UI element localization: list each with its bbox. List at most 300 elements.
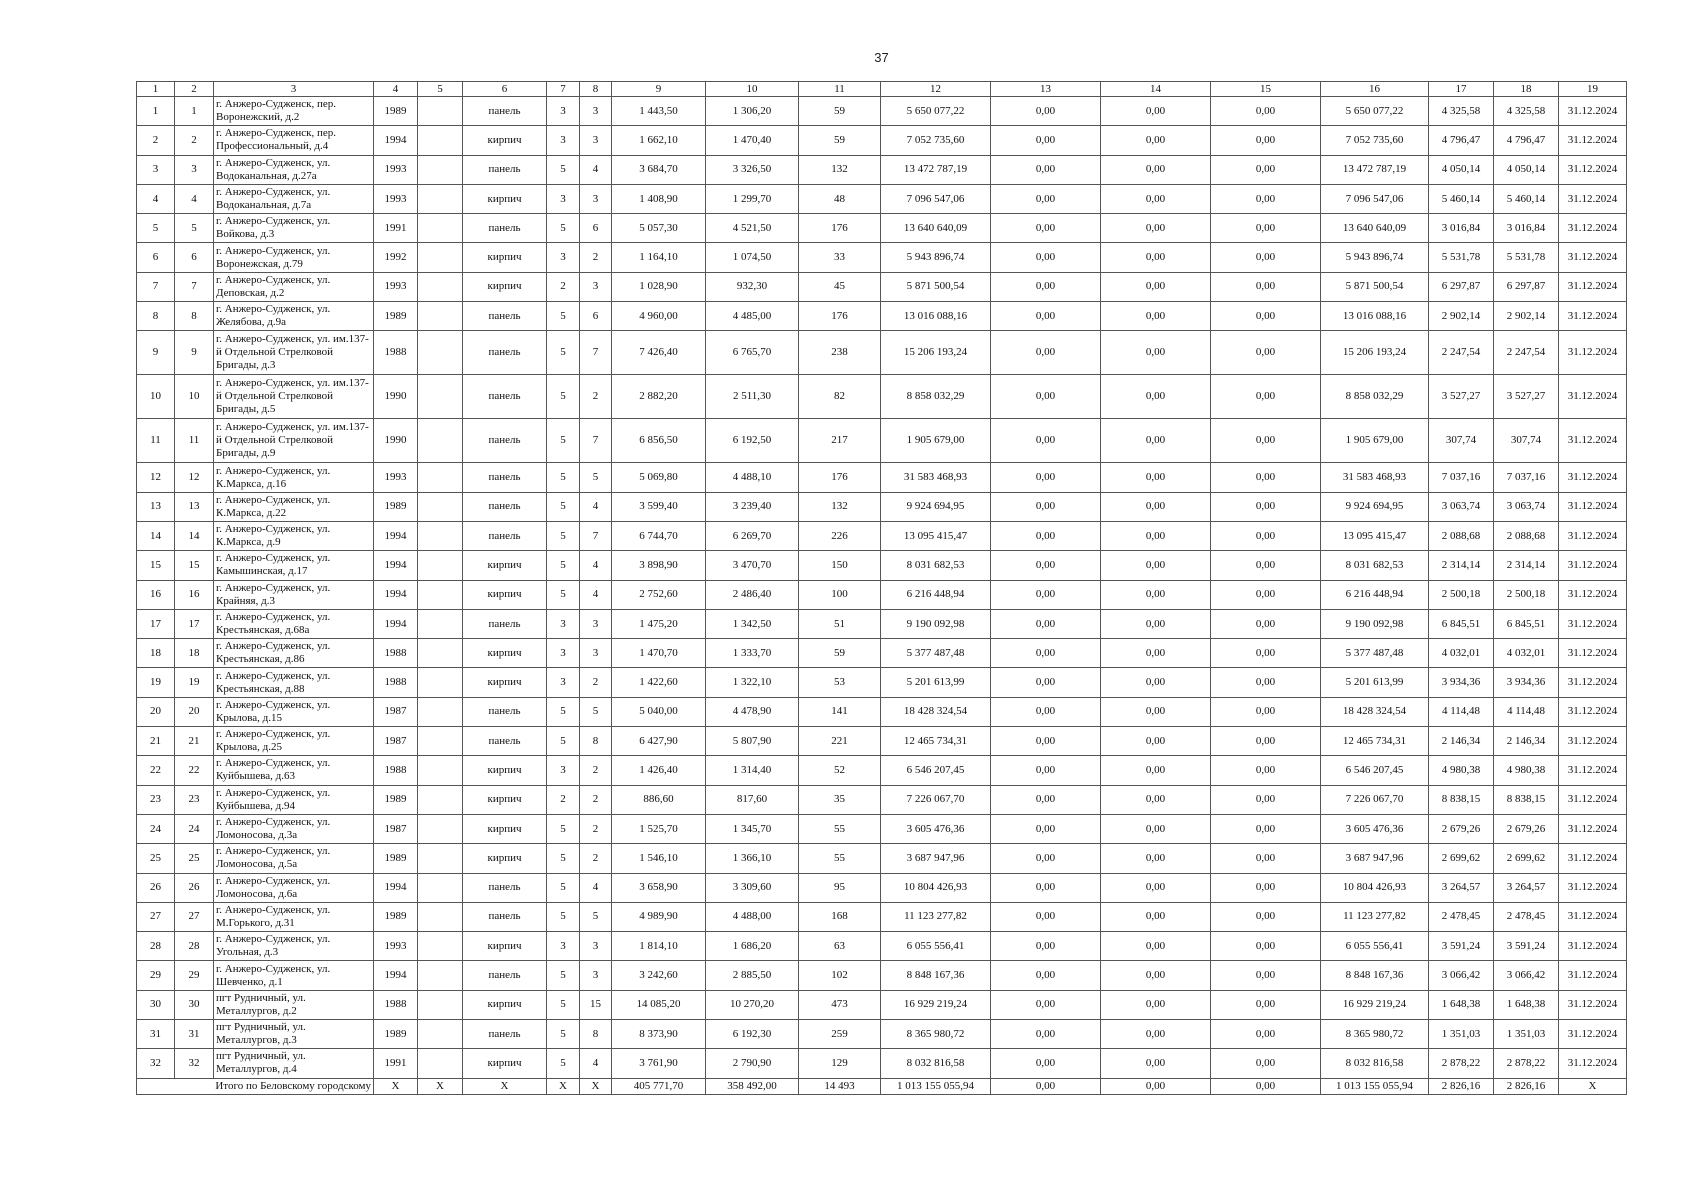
- table-cell: 6 765,70: [706, 331, 799, 375]
- table-cell: 16 929 219,24: [1321, 990, 1429, 1019]
- table-cell: 176: [799, 302, 881, 331]
- column-header: 10: [706, 82, 799, 97]
- table-cell: [418, 639, 463, 668]
- column-header: 18: [1494, 82, 1559, 97]
- table-cell: 6: [175, 243, 214, 272]
- table-cell: 59: [799, 639, 881, 668]
- table-cell: 13 016 088,16: [881, 302, 991, 331]
- table-cell: 8 031 682,53: [881, 551, 991, 580]
- table-cell: 13 472 787,19: [1321, 155, 1429, 184]
- table-cell: 8 031 682,53: [1321, 551, 1429, 580]
- table-cell: [418, 609, 463, 638]
- table-cell: 4: [580, 1049, 612, 1078]
- table-cell: 0,00: [1211, 126, 1321, 155]
- total-cell: 1 013 155 055,94: [1321, 1078, 1429, 1094]
- table-cell: 12: [137, 463, 175, 492]
- table-cell: 0,00: [1211, 697, 1321, 726]
- table-cell: 0,00: [1211, 844, 1321, 873]
- column-header: 17: [1429, 82, 1494, 97]
- table-cell: 5 377 487,48: [881, 639, 991, 668]
- table-cell: 0,00: [1101, 814, 1211, 843]
- table-cell: 0,00: [1101, 961, 1211, 990]
- table-cell: панель: [463, 492, 547, 521]
- table-cell: 19: [175, 668, 214, 697]
- table-cell: 3 591,24: [1494, 932, 1559, 961]
- table-cell: 3 016,84: [1494, 214, 1559, 243]
- table-cell: 6 427,90: [612, 727, 706, 756]
- table-cell: 7 037,16: [1429, 463, 1494, 492]
- table-cell: 5: [547, 727, 580, 756]
- table-cell: 1 686,20: [706, 932, 799, 961]
- table-cell: 1991: [374, 214, 418, 243]
- table-cell: 1 525,70: [612, 814, 706, 843]
- table-cell: 2: [580, 375, 612, 419]
- table-cell: 1: [175, 97, 214, 126]
- table-cell: 5: [547, 961, 580, 990]
- table-cell: 1 475,20: [612, 609, 706, 638]
- table-cell: 7 226 067,70: [1321, 785, 1429, 814]
- table-cell: 5: [547, 902, 580, 931]
- table-cell: 4 796,47: [1494, 126, 1559, 155]
- table-cell: 1 366,10: [706, 844, 799, 873]
- address-cell: г. Анжеро-Судженск, ул. Ломоносова, д.6а: [214, 873, 374, 902]
- total-cell: Х: [374, 1078, 418, 1094]
- table-cell: 0,00: [991, 243, 1101, 272]
- table-cell: 0,00: [991, 551, 1101, 580]
- table-cell: 8 365 980,72: [881, 1020, 991, 1049]
- table-cell: 5 040,00: [612, 697, 706, 726]
- table-row: [137, 184, 1627, 213]
- table-cell: 31.12.2024: [1559, 126, 1627, 155]
- total-cell: 2 826,16: [1494, 1078, 1559, 1094]
- table-cell: 4 325,58: [1494, 97, 1559, 126]
- table-cell: 0,00: [1211, 155, 1321, 184]
- table-cell: 6 192,30: [706, 1020, 799, 1049]
- table-cell: 15 206 193,24: [1321, 331, 1429, 375]
- table-cell: [418, 902, 463, 931]
- table-cell: 129: [799, 1049, 881, 1078]
- address-cell: г. Анжеро-Судженск, ул. Воронежская, д.79: [214, 243, 374, 272]
- table-cell: 0,00: [1101, 551, 1211, 580]
- table-cell: 0,00: [991, 580, 1101, 609]
- table-cell: панель: [463, 155, 547, 184]
- table-row: [137, 668, 1627, 697]
- table-cell: 2: [580, 668, 612, 697]
- table-cell: 18 428 324,54: [1321, 697, 1429, 726]
- table-cell: 2 699,62: [1429, 844, 1494, 873]
- table-cell: 4 032,01: [1494, 639, 1559, 668]
- table-cell: 5 650 077,22: [881, 97, 991, 126]
- table-cell: 31.12.2024: [1559, 609, 1627, 638]
- table-cell: кирпич: [463, 272, 547, 301]
- table-cell: 3 687 947,96: [881, 844, 991, 873]
- address-cell: г. Анжеро-Судженск, ул. Шевченко, д.1: [214, 961, 374, 990]
- table-cell: 31.12.2024: [1559, 814, 1627, 843]
- table-cell: 31.12.2024: [1559, 214, 1627, 243]
- table-cell: 12: [175, 463, 214, 492]
- table-cell: 6 269,70: [706, 521, 799, 550]
- table-cell: [418, 668, 463, 697]
- table-cell: 31.12.2024: [1559, 375, 1627, 419]
- table-row: [137, 580, 1627, 609]
- table-cell: 5 460,14: [1494, 184, 1559, 213]
- table-cell: 1991: [374, 1049, 418, 1078]
- table-cell: 1 164,10: [612, 243, 706, 272]
- table-cell: 29: [175, 961, 214, 990]
- table-cell: 0,00: [1101, 331, 1211, 375]
- table-cell: 6 845,51: [1429, 609, 1494, 638]
- table-cell: 12 465 734,31: [881, 727, 991, 756]
- column-header: 3: [214, 82, 374, 97]
- table-cell: 0,00: [1211, 639, 1321, 668]
- table-cell: 31 583 468,93: [1321, 463, 1429, 492]
- table-cell: 0,00: [1211, 184, 1321, 213]
- table-cell: 1 546,10: [612, 844, 706, 873]
- table-cell: 1988: [374, 756, 418, 785]
- address-cell: г. Анжеро-Судженск, ул. Угольная, д.3: [214, 932, 374, 961]
- table-cell: панель: [463, 97, 547, 126]
- table-cell: [418, 1020, 463, 1049]
- table-cell: 95: [799, 873, 881, 902]
- table-cell: 3: [580, 639, 612, 668]
- table-cell: 1 422,60: [612, 668, 706, 697]
- table-cell: 3 684,70: [612, 155, 706, 184]
- table-cell: 4 521,50: [706, 214, 799, 243]
- table-cell: 3 591,24: [1429, 932, 1494, 961]
- table-cell: 3 934,36: [1429, 668, 1494, 697]
- table-cell: 3 066,42: [1494, 961, 1559, 990]
- table-cell: 3: [580, 609, 612, 638]
- table-cell: 18 428 324,54: [881, 697, 991, 726]
- table-cell: 1989: [374, 97, 418, 126]
- table-cell: 5 650 077,22: [1321, 97, 1429, 126]
- table-cell: 10: [175, 375, 214, 419]
- table-cell: 1 648,38: [1494, 990, 1559, 1019]
- table-cell: 4: [580, 873, 612, 902]
- table-cell: 0,00: [1211, 463, 1321, 492]
- table-cell: панель: [463, 214, 547, 243]
- table-cell: 2 500,18: [1429, 580, 1494, 609]
- table-cell: 8: [175, 302, 214, 331]
- table-cell: 0,00: [1101, 639, 1211, 668]
- column-header: 8: [580, 82, 612, 97]
- table-cell: 3 687 947,96: [1321, 844, 1429, 873]
- column-header: 5: [418, 82, 463, 97]
- table-cell: [418, 697, 463, 726]
- table-cell: 13: [175, 492, 214, 521]
- table-cell: кирпич: [463, 932, 547, 961]
- table-cell: 2 088,68: [1494, 521, 1559, 550]
- table-cell: 2 314,14: [1429, 551, 1494, 580]
- table-cell: 6 055 556,41: [881, 932, 991, 961]
- table-cell: кирпич: [463, 580, 547, 609]
- table-cell: 3: [580, 97, 612, 126]
- table-cell: 4 980,38: [1429, 756, 1494, 785]
- table-cell: 31.12.2024: [1559, 785, 1627, 814]
- table-cell: панель: [463, 375, 547, 419]
- table-cell: 10: [137, 375, 175, 419]
- table-cell: 0,00: [1101, 419, 1211, 463]
- table-cell: 31.12.2024: [1559, 668, 1627, 697]
- table-cell: 1 306,20: [706, 97, 799, 126]
- table-cell: [418, 492, 463, 521]
- table-cell: 0,00: [991, 126, 1101, 155]
- table-cell: 15: [137, 551, 175, 580]
- table-cell: 0,00: [1101, 1049, 1211, 1078]
- address-cell: г. Анжеро-Судженск, ул. Куйбышева, д.94: [214, 785, 374, 814]
- table-cell: 0,00: [1211, 785, 1321, 814]
- table-cell: 3 264,57: [1494, 873, 1559, 902]
- address-cell: г. Анжеро-Судженск, ул. Деповская, д.2: [214, 272, 374, 301]
- table-cell: 0,00: [1211, 521, 1321, 550]
- table-cell: кирпич: [463, 126, 547, 155]
- table-cell: 7: [137, 272, 175, 301]
- table-cell: 0,00: [1211, 97, 1321, 126]
- table-cell: 13 016 088,16: [1321, 302, 1429, 331]
- table-cell: 0,00: [1101, 375, 1211, 419]
- table-cell: 6 546 207,45: [1321, 756, 1429, 785]
- table-cell: 168: [799, 902, 881, 931]
- table-cell: 0,00: [1101, 932, 1211, 961]
- table-cell: 6 845,51: [1494, 609, 1559, 638]
- table-cell: 0,00: [991, 727, 1101, 756]
- table-cell: 10 804 426,93: [881, 873, 991, 902]
- table-row: [137, 1020, 1627, 1049]
- table-cell: 31.12.2024: [1559, 727, 1627, 756]
- table-cell: 1989: [374, 902, 418, 931]
- address-cell: г. Анжеро-Судженск, ул. Водоканальная, д.7а: [214, 184, 374, 213]
- table-cell: 9 924 694,95: [1321, 492, 1429, 521]
- table-cell: 1 443,50: [612, 97, 706, 126]
- table-row: [137, 551, 1627, 580]
- table-cell: 1 470,70: [612, 639, 706, 668]
- table-cell: 0,00: [991, 1020, 1101, 1049]
- table-cell: 82: [799, 375, 881, 419]
- table-cell: 31.12.2024: [1559, 902, 1627, 931]
- table-cell: 4 960,00: [612, 302, 706, 331]
- table-cell: 4 325,58: [1429, 97, 1494, 126]
- table-cell: панель: [463, 902, 547, 931]
- table-cell: 0,00: [1101, 126, 1211, 155]
- table-cell: 17: [175, 609, 214, 638]
- table-cell: 31.12.2024: [1559, 844, 1627, 873]
- table-cell: 31.12.2024: [1559, 873, 1627, 902]
- table-cell: 5: [547, 580, 580, 609]
- table-cell: 2 146,34: [1494, 727, 1559, 756]
- table-cell: 2 511,30: [706, 375, 799, 419]
- table-cell: 8 848 167,36: [881, 961, 991, 990]
- table-row: [137, 272, 1627, 301]
- table-cell: 1989: [374, 1020, 418, 1049]
- table-cell: 7 052 735,60: [881, 126, 991, 155]
- table-cell: 0,00: [1211, 1020, 1321, 1049]
- column-header: 11: [799, 82, 881, 97]
- address-cell: г. Анжеро-Судженск, ул. Крылова, д.15: [214, 697, 374, 726]
- table-cell: 1 314,40: [706, 756, 799, 785]
- table-cell: 11: [175, 419, 214, 463]
- table-cell: 1994: [374, 551, 418, 580]
- table-cell: 0,00: [1101, 990, 1211, 1019]
- table-cell: 3 242,60: [612, 961, 706, 990]
- table-row: [137, 785, 1627, 814]
- table-cell: 7: [580, 521, 612, 550]
- table-cell: 217: [799, 419, 881, 463]
- column-header: 9: [612, 82, 706, 97]
- table-cell: 2 486,40: [706, 580, 799, 609]
- table-cell: 176: [799, 214, 881, 243]
- table-cell: 29: [137, 961, 175, 990]
- table-cell: 0,00: [991, 155, 1101, 184]
- table-cell: 9 924 694,95: [881, 492, 991, 521]
- table-row: [137, 521, 1627, 550]
- table-cell: 5: [547, 1049, 580, 1078]
- table-cell: кирпич: [463, 668, 547, 697]
- table-cell: 0,00: [1101, 97, 1211, 126]
- table-cell: 6: [580, 214, 612, 243]
- table-cell: 0,00: [1101, 272, 1211, 301]
- table-cell: 2 314,14: [1494, 551, 1559, 580]
- table-cell: панель: [463, 331, 547, 375]
- table-cell: 1 028,90: [612, 272, 706, 301]
- table-cell: 2: [580, 814, 612, 843]
- table-cell: 28: [175, 932, 214, 961]
- table-cell: 3 605 476,36: [1321, 814, 1429, 843]
- table-cell: 4: [580, 551, 612, 580]
- table-cell: 0,00: [991, 844, 1101, 873]
- table-cell: 3 898,90: [612, 551, 706, 580]
- table-cell: 63: [799, 932, 881, 961]
- table-cell: 3: [547, 668, 580, 697]
- column-header: 2: [175, 82, 214, 97]
- table-cell: 8 032 816,58: [1321, 1049, 1429, 1078]
- table-cell: 0,00: [1211, 243, 1321, 272]
- table-cell: 0,00: [1211, 551, 1321, 580]
- table-cell: 0,00: [1101, 609, 1211, 638]
- address-cell: г. Анжеро-Судженск, ул. М.Горького, д.31: [214, 902, 374, 931]
- table-cell: 1 426,40: [612, 756, 706, 785]
- table-cell: 31.12.2024: [1559, 463, 1627, 492]
- table-cell: 6 546 207,45: [881, 756, 991, 785]
- table-cell: [418, 814, 463, 843]
- table-cell: 1 351,03: [1429, 1020, 1494, 1049]
- table-cell: 4 980,38: [1494, 756, 1559, 785]
- table-cell: 13 095 415,47: [881, 521, 991, 550]
- table-cell: [418, 844, 463, 873]
- table-cell: 0,00: [991, 697, 1101, 726]
- table-cell: 13 640 640,09: [1321, 214, 1429, 243]
- table-cell: 3: [580, 272, 612, 301]
- table-cell: 53: [799, 668, 881, 697]
- table-cell: 3: [547, 609, 580, 638]
- table-cell: 1990: [374, 375, 418, 419]
- table-cell: 3 309,60: [706, 873, 799, 902]
- table-cell: 0,00: [1101, 727, 1211, 756]
- table-cell: 11 123 277,82: [881, 902, 991, 931]
- table-cell: 3: [580, 126, 612, 155]
- table-cell: 5 807,90: [706, 727, 799, 756]
- total-cell: 14 493: [799, 1078, 881, 1094]
- table-cell: 0,00: [991, 668, 1101, 697]
- total-row: [137, 1078, 1627, 1094]
- table-cell: 5 201 613,99: [881, 668, 991, 697]
- table-cell: 141: [799, 697, 881, 726]
- table-cell: 3: [175, 155, 214, 184]
- table-cell: 2 878,22: [1494, 1049, 1559, 1078]
- table-cell: 31.12.2024: [1559, 155, 1627, 184]
- table-cell: 0,00: [1211, 331, 1321, 375]
- table-cell: 2 752,60: [612, 580, 706, 609]
- table-cell: 3 063,74: [1494, 492, 1559, 521]
- table-cell: 0,00: [1211, 756, 1321, 785]
- table-cell: 5: [547, 463, 580, 492]
- table-cell: 31.12.2024: [1559, 580, 1627, 609]
- table-cell: [418, 961, 463, 990]
- table-row: [137, 756, 1627, 785]
- total-cell: 0,00: [1211, 1078, 1321, 1094]
- table-cell: 100: [799, 580, 881, 609]
- table-cell: 31.12.2024: [1559, 272, 1627, 301]
- table-cell: 4 478,90: [706, 697, 799, 726]
- table-cell: 0,00: [991, 1049, 1101, 1078]
- table-cell: 0,00: [991, 521, 1101, 550]
- address-cell: г. Анжеро-Судженск, ул. К.Маркса, д.16: [214, 463, 374, 492]
- table-cell: 0,00: [1211, 1049, 1321, 1078]
- table-cell: 15 206 193,24: [881, 331, 991, 375]
- table-cell: 0,00: [1101, 902, 1211, 931]
- table-cell: 5 943 896,74: [1321, 243, 1429, 272]
- address-cell: г. Анжеро-Судженск, ул. К.Маркса, д.22: [214, 492, 374, 521]
- table-cell: 30: [137, 990, 175, 1019]
- table-cell: 2 878,22: [1429, 1049, 1494, 1078]
- table-cell: 1993: [374, 155, 418, 184]
- table-cell: 0,00: [1101, 521, 1211, 550]
- table-cell: 0,00: [1211, 902, 1321, 931]
- table-row: [137, 727, 1627, 756]
- table-cell: 0,00: [1211, 419, 1321, 463]
- table-cell: [418, 155, 463, 184]
- table-row: [137, 814, 1627, 843]
- table-cell: 5: [547, 155, 580, 184]
- table-cell: панель: [463, 521, 547, 550]
- table-cell: 27: [175, 902, 214, 931]
- table-row: [137, 331, 1627, 375]
- table-cell: 4: [175, 184, 214, 213]
- table-cell: 17: [137, 609, 175, 638]
- table-cell: 8: [580, 727, 612, 756]
- table-cell: 0,00: [991, 419, 1101, 463]
- table-cell: 5 069,80: [612, 463, 706, 492]
- table-cell: 31.12.2024: [1559, 551, 1627, 580]
- table-cell: 22: [175, 756, 214, 785]
- table-cell: 3 470,70: [706, 551, 799, 580]
- total-cell: Х: [547, 1078, 580, 1094]
- table-cell: 3 066,42: [1429, 961, 1494, 990]
- address-cell: г. Анжеро-Судженск, пер. Воронежский, д.2: [214, 97, 374, 126]
- table-cell: [418, 375, 463, 419]
- table-cell: 31: [137, 1020, 175, 1049]
- table-cell: 31 583 468,93: [881, 463, 991, 492]
- table-cell: 8 848 167,36: [1321, 961, 1429, 990]
- table-cell: [418, 419, 463, 463]
- table-cell: 20: [137, 697, 175, 726]
- table-cell: 28: [137, 932, 175, 961]
- table-cell: 1 905 679,00: [881, 419, 991, 463]
- table-cell: 6 297,87: [1494, 272, 1559, 301]
- table-cell: 5 943 896,74: [881, 243, 991, 272]
- table-cell: 33: [799, 243, 881, 272]
- address-cell: г. Анжеро-Судженск, ул. Камышинская, д.17: [214, 551, 374, 580]
- table-cell: 31.12.2024: [1559, 990, 1627, 1019]
